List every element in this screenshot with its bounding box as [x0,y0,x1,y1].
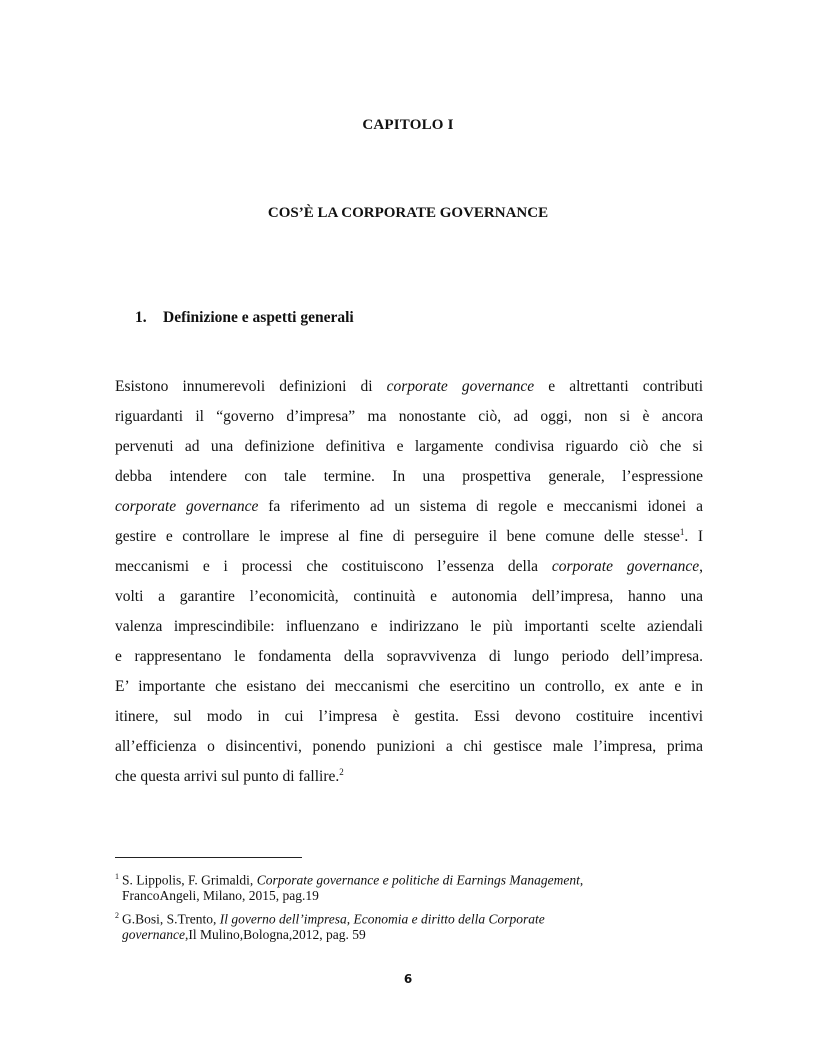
body-line [115,467,703,487]
text-run: all’efficienza o disincentivi, ponendo punizioni a chi gestisce male l’impresa, prima [115,738,703,755]
chapter-title: COS’È LA CORPORATE GOVERNANCE [267,205,549,221]
body-line [115,437,703,457]
section-title: Definizione e aspetti generali [163,309,354,326]
body-line [115,707,703,727]
footnote-2-title: Il governo dell’impresa, Economia e diritto della Corporate [219,911,545,927]
body-line [115,497,703,517]
body-line [115,407,703,427]
body-line [115,617,703,637]
chapter-heading: CAPITOLO I [362,117,454,133]
footnote-1-mark: 1 [115,872,119,881]
body-line [115,527,703,547]
footnote-1-title: Corporate governance e politiche di Earnings Management [256,872,580,888]
text-run: e altrettanti contributi [534,378,703,395]
text-run: debba intendere con tale termine. In una prospettiva generale, l’espressione [115,468,703,485]
footnote-ref: 2 [339,766,344,777]
text-run: fa riferimento ad un sistema di regole e meccanismi idonei a [258,498,703,515]
text-run: riguardanti il “governo d’impresa” ma nonostante ciò, ad oggi, non si è ancora [115,408,703,425]
section-number: 1. [135,309,147,326]
text-run: volti a garantire l’economicità, continuità e autonomia dell’impresa, hanno una [115,588,703,605]
body-line [115,767,703,787]
footnote-2-continuation [122,926,366,944]
text-run: che questa arrivi sul punto di fallire. [115,768,340,785]
body-line [115,557,703,577]
text-run: E’ importante che esistano dei meccanismi che esercitino un controllo, ex ante e in [115,678,703,695]
footnote-1-punct: , [579,872,584,888]
body-line [115,737,703,757]
italic-term: corporate governance [551,558,700,575]
italic-term: corporate governance [115,498,259,515]
text-run: pervenuti ad una definizione definitiva e largamente condivisa riguardo ciò che si [115,438,703,455]
footnote-1-continuation: FrancoAngeli, Milano, 2015, pag.19 [122,888,319,903]
text-run: . I [684,528,703,545]
text-run: valenza imprescindibile: influenzano e indirizzano le più importanti scelte aziendali [115,618,703,635]
body-line [115,677,703,697]
footnote-2-authors: G.Bosi, S.Trento, [122,911,220,927]
footnote-1-authors: S. Lippolis, F. Grimaldi, [122,872,257,888]
text-run: Esistono innumerevoli definizioni di [115,378,387,395]
body-line [115,377,703,397]
footnote-2-publisher: ,Il Mulino,Bologna,2012, pag. 59 [184,927,366,942]
text-run: , [699,558,703,575]
text-run: gestire e controllare le imprese al fine di perseguire il bene comune delle stesse [115,528,680,545]
body-line [115,587,703,607]
italic-term: corporate governance [386,378,535,395]
text-run: itinere, sul modo in cui l’impresa è gestita. Essi devono costituire incentivi [115,708,703,725]
footnote-2-mark: 2 [115,911,119,920]
footnote-separator [115,857,302,858]
footnote-ref: 1 [679,526,685,537]
section-heading [135,309,354,327]
text-run: e rappresentano le fondamenta della sopravvivenza di lungo periodo dell’impresa. [115,648,703,665]
text-run: meccanismi e i processi che costituiscono l’essenza della [115,558,552,575]
body-line [115,647,703,667]
footnote-2-title-cont: governance [122,927,185,942]
page-number: 6 [403,972,413,986]
